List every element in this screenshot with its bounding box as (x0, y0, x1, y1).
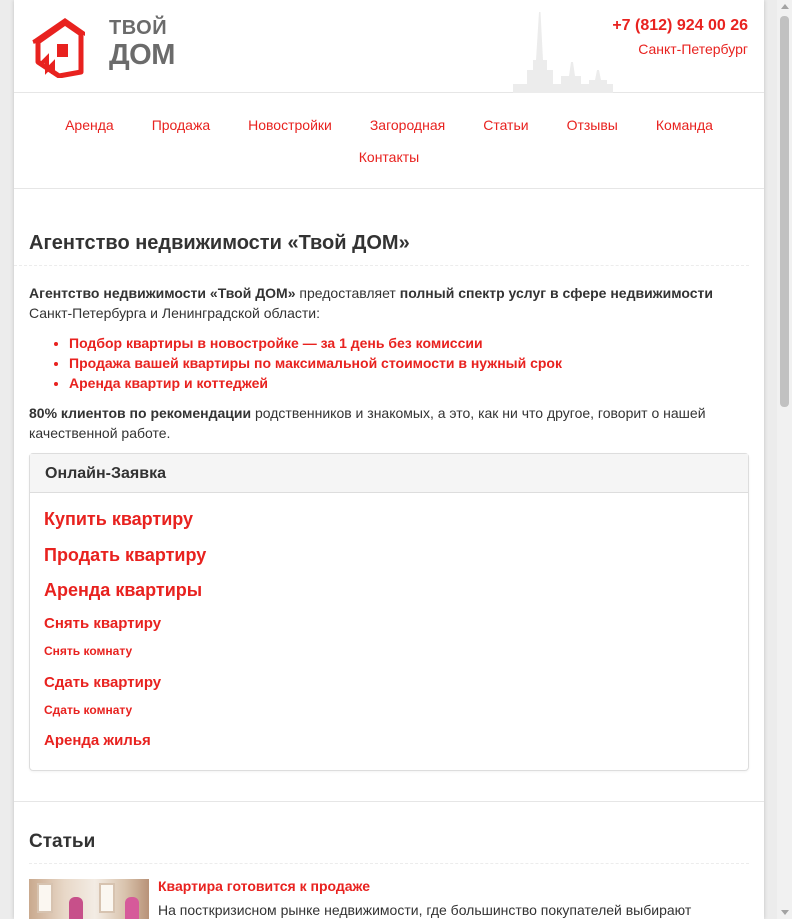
site-logo[interactable] (29, 14, 175, 78)
buy-flat-link[interactable]: Купить квартиру (44, 509, 194, 529)
sell-flat-link[interactable]: Продать квартиру (44, 545, 207, 565)
section-divider (14, 801, 764, 802)
house-logo-icon (29, 14, 89, 78)
housing-rent-link[interactable]: Аренда жилья (44, 732, 151, 749)
main-nav (14, 93, 764, 189)
services-list (69, 333, 749, 393)
panel-heading: Онлайн-Заявка (30, 454, 748, 493)
article-excerpt: На посткризисном рынке недвижимости, где большинство покупателей выбирают (158, 902, 692, 918)
list-item (69, 373, 749, 393)
site-header (14, 0, 764, 93)
logo-text (109, 18, 175, 70)
intro-bold-agency: Агентство недвижимости «Твой ДОМ» (29, 285, 296, 301)
nav-item-articles[interactable]: Статьи (483, 117, 529, 133)
panel-body (30, 493, 748, 770)
rent-room-link[interactable]: Снять комнату (44, 644, 133, 658)
intro-text-2: Санкт-Петербурга и Ленинградской области: (29, 305, 321, 321)
city-label: Санкт-Петербург (638, 41, 748, 57)
intro-bold-services: полный спектр услуг в сфере недвижимости (399, 285, 713, 301)
intro-text-1: предоставляет (295, 285, 400, 301)
nav-item-team[interactable]: Команда (655, 117, 713, 133)
rent-apartment-link[interactable]: Снять квартиру (44, 615, 162, 632)
scroll-down-icon[interactable] (781, 910, 789, 915)
article-title-link[interactable]: Квартира готовится к продаже (158, 878, 371, 894)
nav-item-new-buildings[interactable]: Новостройки (248, 117, 332, 133)
scroll-thumb[interactable] (780, 16, 789, 407)
service-link[interactable]: Продажа вашей квартиры по максимальной стоимости в нужный срок (69, 355, 562, 371)
logo-line-1: ТВОЙ (109, 17, 168, 39)
person-shape (125, 897, 139, 919)
list-item (29, 879, 749, 919)
nav-item-rent[interactable]: Аренда (65, 117, 114, 133)
page-title: Агентство недвижимости «Твой ДОМ» (14, 232, 749, 266)
recommendation-paragraph (29, 403, 749, 443)
nav-item-contacts[interactable]: Контакты (358, 149, 420, 165)
window-shape (99, 883, 115, 913)
article-thumbnail[interactable] (29, 879, 149, 919)
vertical-scrollbar[interactable] (777, 0, 792, 919)
recommendation-bold: 80% клиентов по рекомендации (29, 405, 252, 421)
recommendation-text: родственников и знакомых, а это, как ни что другое, говорит о нашей качественной работе. (29, 405, 706, 441)
let-apartment-link[interactable]: Сдать квартиру (44, 674, 162, 691)
window-shape (37, 883, 53, 913)
let-room-link[interactable]: Сдать комнату (44, 703, 133, 717)
phone-link[interactable]: +7 (812) 924 00 26 (612, 17, 748, 34)
request-panel (29, 453, 749, 771)
list-item (69, 333, 749, 353)
service-link[interactable]: Аренда квартир и коттеджей (69, 375, 268, 391)
article-body (158, 879, 691, 919)
page-container (14, 0, 764, 919)
city-skyline-icon (509, 10, 619, 93)
logo-line-2: ДОМ (109, 39, 175, 71)
rent-flat-link[interactable]: Аренда квартиры (44, 580, 203, 600)
nav-item-reviews[interactable]: Отзывы (566, 117, 618, 133)
intro-paragraph (29, 283, 749, 323)
articles-title: Статьи (29, 831, 749, 864)
nav-item-country[interactable]: Загородная (369, 117, 446, 133)
main-content (14, 232, 764, 919)
service-link[interactable]: Подбор квартиры в новостройке — за 1 день без комиссии (69, 335, 483, 351)
scroll-up-icon[interactable] (781, 4, 789, 9)
list-item (69, 353, 749, 373)
person-shape (69, 897, 83, 919)
nav-item-sale[interactable]: Продажа (151, 117, 211, 133)
